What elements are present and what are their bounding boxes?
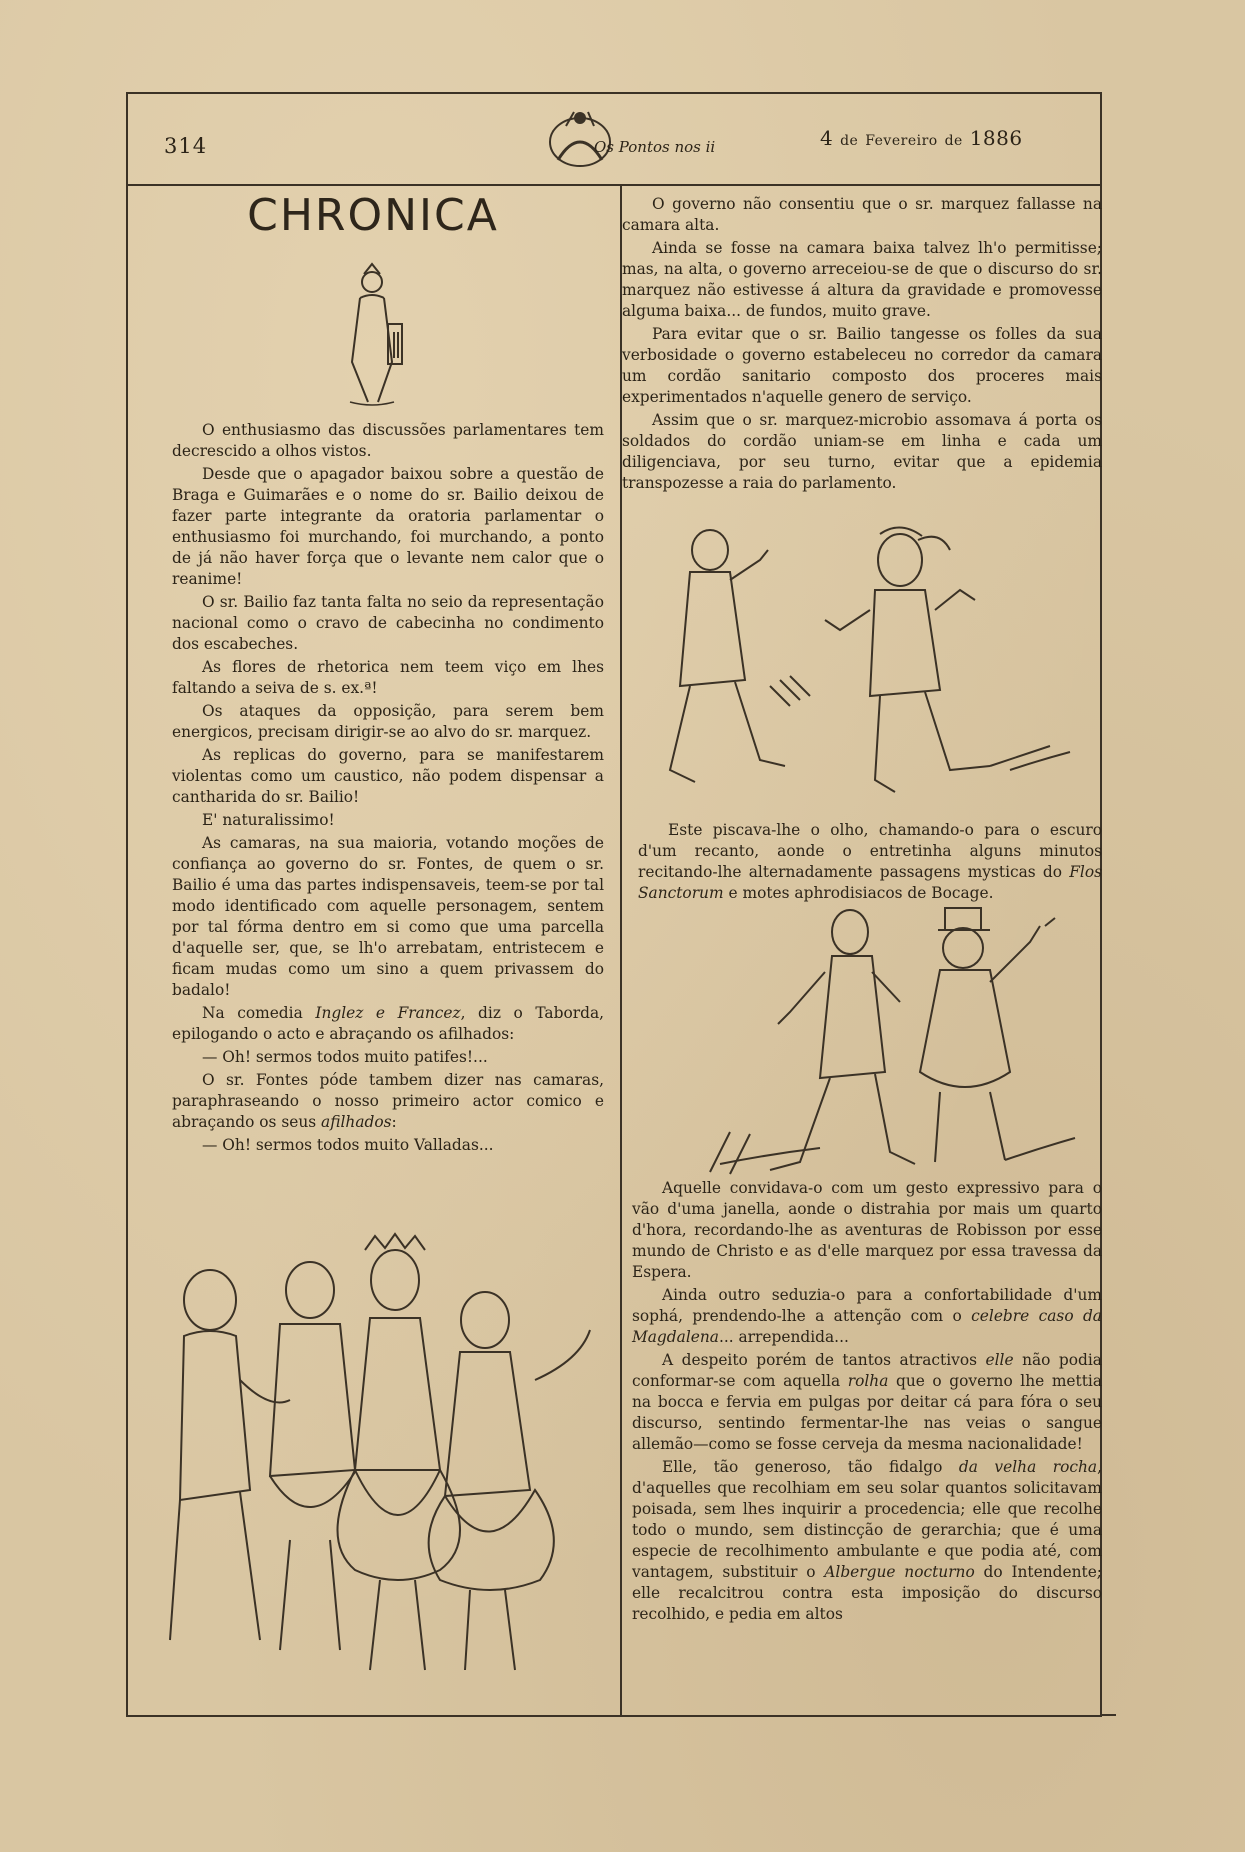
paragraph: E' naturalissimo!: [202, 811, 335, 829]
emphasis: celebre caso da Magdalena: [632, 1307, 1102, 1346]
paragraph: [632, 1457, 1102, 1625]
date-day: 4: [820, 126, 834, 150]
two-men-window-cartoon-illustration: [660, 902, 1090, 1182]
text-run: :: [391, 1113, 397, 1131]
article-title: CHRONICA: [247, 190, 499, 241]
emphasis: rolha: [847, 1372, 889, 1390]
paragraph: [172, 1003, 604, 1045]
text-run: , diz o Taborda, epilogando o acto e abraçando os afilhados:: [172, 1004, 605, 1043]
paragraph: As flores de rhetorica nem teem viço em lhes faltando a seiva de s. ex.ª!: [172, 658, 604, 697]
emphasis: Albergue nocturno: [824, 1563, 975, 1581]
paragraph: Aquelle convidava-o com um gesto expressivo para o vão d'uma janella, aonde o distrahia por mais um quarto d'hora, recordando-lhe as aventuras de Robisson por esse mundo de Christo e as d'elle marquez por essa travessa da Espera.: [632, 1179, 1102, 1281]
text-run: Elle, tão generoso, tão fidalgo: [662, 1458, 959, 1476]
paragraph: [638, 820, 1102, 904]
text-run: O sr. Fontes póde tambem dizer nas camaras, paraphraseando o nosso primeiro actor comico e abraçando os seus: [172, 1071, 604, 1131]
text-run: e motes aphrodisiacos de Bocage.: [723, 884, 994, 902]
right-column-text-middle: [638, 820, 1102, 906]
date-year: 1886: [969, 126, 1023, 150]
issue-date: [820, 126, 1023, 150]
text-run: Ainda outro seduzia-o para a confortabilidade d'um sophá, prendendo-lhe a attenção com o: [632, 1286, 1102, 1325]
frame-bottom-extension: [1100, 1714, 1116, 1716]
date-month: Fevereiro: [865, 133, 938, 149]
quote: — Oh! sermos todos muito patifes!...: [202, 1048, 488, 1066]
quote: — Oh! sermos todos muito Valladas...: [202, 1136, 494, 1154]
paragraph: O sr. Bailio faz tanta falta no seio da representação nacional como o cravo de cabecinha no condimento dos escabeches.: [172, 593, 604, 653]
text-run: que o governo lhe mettia na bocca e fervia em pulgas por deitar cá para fóra o seu discurso, sentindo fermentar-lhe nas veias o sangue allemão—como se fosse cerveja da mesma nacionalidade!: [632, 1372, 1102, 1453]
text-run: Este piscava-lhe o olho, chamando-o para o escuro d'um recanto, aonde o entretinha alguns minutos recitando-lhe alternadamente passagens mysticas do: [638, 821, 1102, 881]
vignette-figure-illustration: [330, 262, 420, 412]
page-number: 314: [164, 134, 208, 158]
emphasis: da velha rocha: [958, 1458, 1098, 1476]
text-run: A despeito porém de tantos atractivos: [662, 1351, 986, 1369]
paragraph: O enthusiasmo das discussões parlamentares tem decrescido a olhos vistos.: [172, 421, 604, 460]
page-header: [128, 94, 1100, 186]
paragraph: Para evitar que o sr. Bailio tangesse os folles da sua verbosidade o governo estabeleceu no corredor da camara um cordão sanitario composto dos proceres mais experimentados n'aquelle genero de serviço.: [622, 325, 1102, 406]
masthead-logo-drawing: [518, 104, 716, 172]
text-run: Na comedia: [202, 1004, 316, 1022]
text-run: não podia conformar-se com aquella: [632, 1351, 1102, 1390]
paragraph: Desde que o apagador baixou sobre a questão de Braga e Guimarães e o nome do sr. Bailio deixou de fazer parte integrante da oratoria parlamentar o enthusiasmo foi murchando, foi murchando, a ponto de já não haver força que o levante nem calor que o reanime!: [172, 465, 604, 588]
group-caricature-illustration: [140, 1240, 610, 1700]
right-column-text-bottom: [632, 1178, 1102, 1627]
paragraph: [632, 1350, 1102, 1455]
play-title: Inglez e Francez: [315, 1004, 461, 1022]
text-run: do Intendente; elle recalcitrou contra esta imposição do discurso recolhido, e pedia em altos: [632, 1563, 1102, 1623]
left-column-text: [172, 420, 604, 1158]
paragraph: O governo não consentiu que o sr. marquez fallasse na camara alta.: [622, 195, 1102, 234]
date-de-2: de: [944, 133, 963, 149]
masthead-logo: [518, 104, 716, 172]
paragraph: [632, 1285, 1102, 1348]
masthead-text: Os Pontos nos ii: [594, 138, 716, 156]
paragraph: [172, 1070, 604, 1133]
paragraph: Os ataques da opposição, para serem bem energicos, precisam dirigir-se ao alvo do sr. marquez.: [172, 702, 604, 741]
paragraph: As camaras, na sua maioria, votando moções de confiança ao governo do sr. Fontes, de quem o sr. Bailio é uma das partes indispensaveis, teem-se por tal modo identificado com aquelle personagem, sentem por tal fórma dentro em si como que uma parcella d'aquelle ser, que, se lh'o arrebatam, entristecem e ficam mudas como um sino a quem privassem do badalo!: [172, 834, 604, 999]
paragraph: Ainda se fosse na camara baixa talvez lh'o permitisse; mas, na alta, o governo arreceiou-se de que o discurso do sr. marquez não estivesse á altura da gravidade e promovesse alguma baixa... de fundos, muito grave.: [622, 239, 1102, 320]
text-run: ... arrependida...: [718, 1328, 849, 1346]
emphasis: afilhados: [321, 1113, 392, 1131]
emphasis: elle: [985, 1351, 1014, 1369]
book-title: Flos Sanctorum: [638, 863, 1102, 902]
two-men-cartoon-illustration: [650, 520, 1090, 810]
paragraph: As replicas do governo, para se manifestarem violentas como um caustico, não podem dispensar a cantharida do sr. Bailio!: [172, 746, 604, 806]
paragraph: Assim que o sr. marquez-microbio assomava á porta os soldados do cordão uniam-se em linha e cada um diligenciava, por seu turno, evitar que a epidemia transpozesse a raia do parlamento.: [622, 411, 1102, 492]
date-de-1: de: [840, 133, 859, 149]
right-column-text-top: [622, 194, 1102, 496]
text-run: , d'aquelles que recolhiam em seu solar quantos solicitavam poisada, sem lhes inquirir a procedencia; elle que recolhe todo o mundo, sem distincção de gerarchia; que é uma especie de recolhimento ambulante e que podia até, com vantagem, substituir o: [632, 1458, 1102, 1581]
